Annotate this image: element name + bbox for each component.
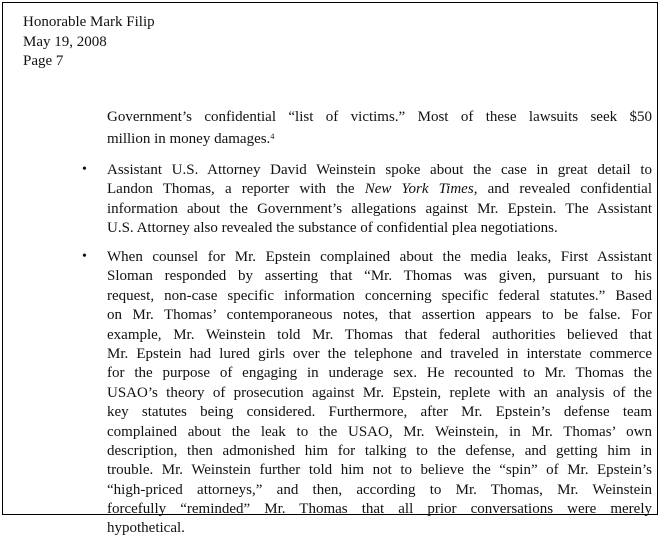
- text-line: complained about the leak to the USAO, Mr. Weinstein, in Mr. Thomas’ own: [107, 423, 652, 440]
- bullet-icon: •: [82, 162, 87, 177]
- continuation-paragraph: [107, 108, 652, 147]
- footnote-reference: 4: [270, 132, 275, 142]
- bullet-paragraph-1: [107, 161, 652, 239]
- text-line: request, non-case specific information concerning specific federal statutes.” Based: [107, 287, 652, 304]
- text-line: U.S. Attorney also revealed the substance of confidential plea negotiations.: [107, 220, 558, 237]
- text-line: Government’s confidential “list of victims.” Most of these lawsuits seek $50: [107, 109, 652, 125]
- text-line: example, Mr. Weinstein told Mr. Thomas that federal authorities believed that: [107, 326, 652, 343]
- text-line: Assistant U.S. Attorney David Weinstein spoke about the case in great detail to: [107, 162, 652, 178]
- text-line: [107, 127, 652, 146]
- text-line: on Mr. Thomas’ contemporaneous notes, that assertion appears to be false. For: [107, 307, 652, 324]
- publication-name: New York Times: [364, 181, 474, 198]
- text-line: When counsel for Mr. Epstein complained about the media leaks, First Assistant: [107, 249, 652, 265]
- text-line: trouble. Mr. Weinstein further told him not to believe the “spin” of Mr. Epstein’s: [107, 462, 652, 479]
- text-line: “high-priced attorneys,” and then, according to Mr. Thomas, Mr. Weinstein: [107, 481, 652, 498]
- text-line-content: million in money damages.: [107, 131, 271, 148]
- text-line: for the purpose of engaging in underage sex. He recounted to Mr. Thomas the: [107, 365, 652, 382]
- text-line: USAO’s theory of prosecution against Mr. Epstein, replete with an analysis of the: [107, 384, 652, 401]
- text-segment: Landon Thomas, a reporter with the: [107, 181, 365, 198]
- text-line: Sloman responded by asserting that “Mr. Thomas was given, pursuant to his: [107, 268, 652, 285]
- text-line: information about the Government’s allegations against Mr. Epstein. The Assistant: [107, 200, 652, 217]
- text-line: [107, 180, 652, 199]
- text-line: forcefully “reminded” Mr. Thomas that all prior conversations were merely: [107, 501, 652, 518]
- text-line: description, then admonished him for talking to the defense, and getting him in: [107, 442, 652, 459]
- letter-header: [23, 13, 155, 72]
- text-line: key statutes being considered. Furthermore, after Mr. Epstein’s defense team: [107, 404, 652, 421]
- bullet-paragraph-2: [107, 248, 652, 539]
- recipient: Honorable Mark Filip: [23, 14, 155, 30]
- text-line: Mr. Epstein had lured girls over the telephone and traveled in interstate commerce: [107, 345, 652, 362]
- text-line: hypothetical.: [107, 520, 185, 537]
- letter-date: May 19, 2008: [23, 33, 107, 50]
- page-number: Page 7: [23, 53, 64, 69]
- text-segment: , and revealed confidential: [473, 181, 653, 198]
- bullet-icon: •: [82, 249, 87, 264]
